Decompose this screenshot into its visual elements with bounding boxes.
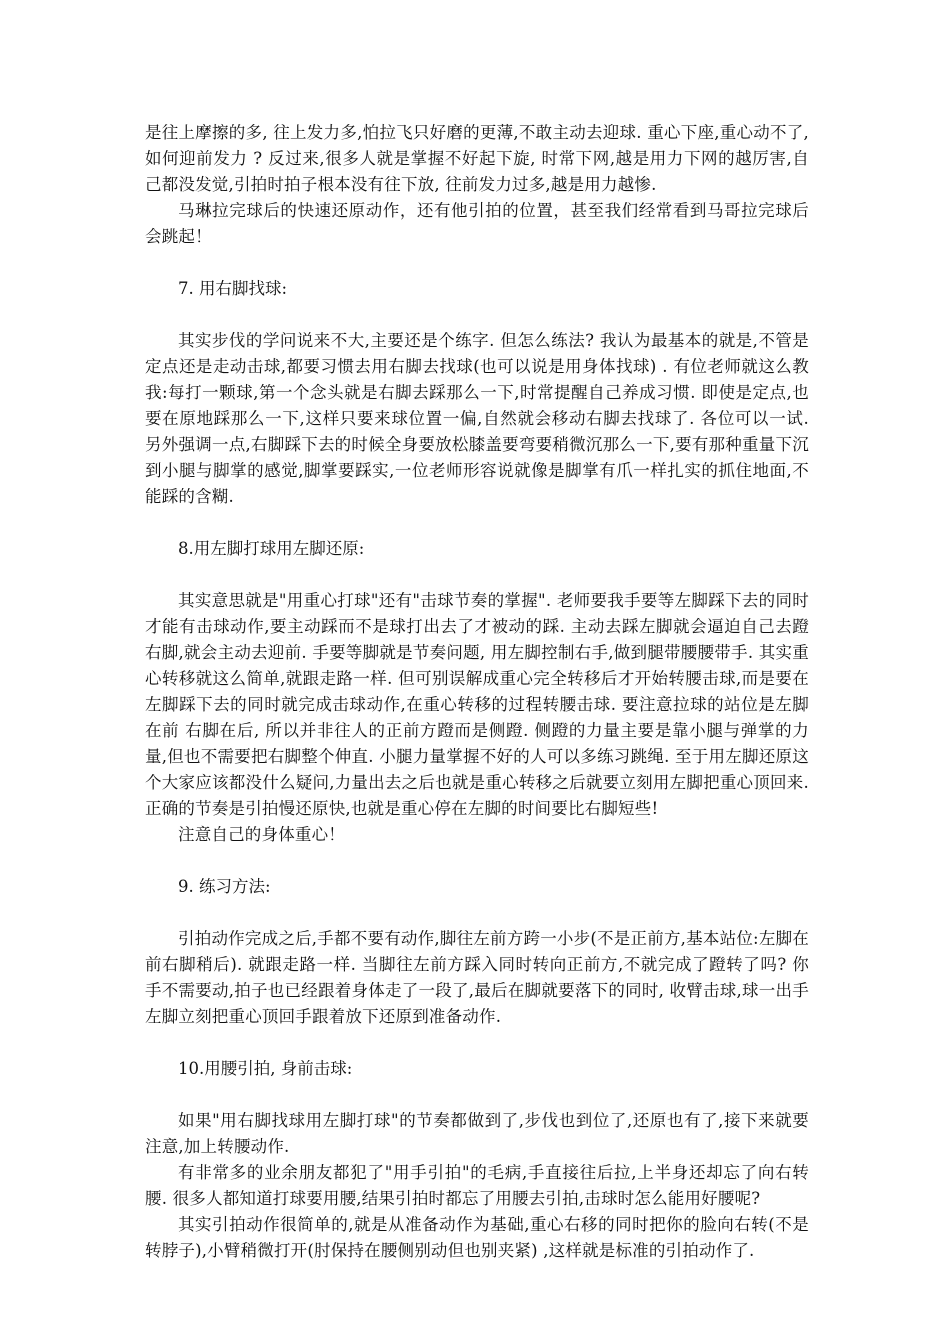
- section-heading: 9. 练习方法:: [178, 877, 271, 896]
- spacer: [145, 1082, 809, 1108]
- spacer: [145, 1030, 809, 1056]
- document-page: [145, 120, 809, 1264]
- spacer: [145, 302, 809, 328]
- paragraph: 引拍动作完成之后,手都不要有动作,脚往左前方跨一小步(不是正前方,基本站位:左脚在前右脚稍后). 就跟走路一样. 当脚往左前方踩入同时转向正前方,不就完成了蹬转了吗? 你手不需要动,拍子也已经跟着身体走了一段了,最后在脚就要落下的同时, 收臂击球,球一出手左脚立刻把重心顶回手跟着放下还原到准备动作.: [145, 929, 809, 1026]
- section-heading: 7. 用右脚找球:: [178, 279, 288, 298]
- spacer: [145, 250, 809, 276]
- paragraph: 其实意思就是"用重心打球"还有"击球节奏的掌握". 老师要我手要等左脚踩下去的同时才能有击球动作,要主动踩而不是球打出去了才被动的踩. 主动去踩左脚就会逼迫自己去蹬右脚,就会主动去迎前. 手要等脚就是节奏问题, 用左脚控制右手,做到腿带腰腰带手. 其实重心转移就这么简单,就跟走路一样. 但可别误解成重心完全转移后才开始转腰击球,而是要在左脚踩下去的同时就完成击球动作,在重心转移的过程转腰击球. 要注意拉球的站位是左脚在前 右脚在后, 所以并非往人的正前方蹬而是侧蹬. 侧蹬的力量主要是靠小腿与弹掌的力量,但也不需要把右脚整个伸直. 小腿力量掌握不好的人可以多练习跳绳. 至于用左脚还原这个大家应该都没什么疑问,力量出去之后也就是重心转移之后就要立刻用左脚把重心顶回来. 正确的节奏是引拍慢还原快,也就是重心停在左脚的时间要比右脚短些!: [145, 591, 809, 818]
- paragraph: 马琳拉完球后的快速还原动作，还有他引拍的位置，甚至我们经常看到马哥拉完球后会跳起！: [145, 201, 809, 246]
- paragraph: 有非常多的业余朋友都犯了"用手引拍"的毛病,手直接往后拉,上半身还却忘了向右转腰. 很多人都知道打球要用腰,结果引拍时都忘了用腰去引拍,击球时怎么能用好腰呢?: [145, 1163, 809, 1208]
- spacer: [145, 562, 809, 588]
- paragraph: 其实步伐的学问说来不大,主要还是个练字. 但怎么练法? 我认为最基本的就是,不管是定点还是走动击球,都要习惯去用右脚去找球(也可以说是用身体找球) . 有位老师就这么教我:每打一颗球,第一个念头就是右脚去踩那么一下,时常提醒自己养成习惯. 即使是定点,也要在原地踩那么一下,这样只要来球位置一偏,自然就会移动右脚去找球了. 各位可以一试. 另外强调一点,右脚踩下去的时候全身要放松膝盖要弯要稍微沉那么一下,要有那种重量下沉到小腿与脚掌的感觉,脚掌要踩实,一位老师形容说就像是脚掌有爪一样扎实的抓住地面,不能踩的含糊.: [145, 331, 809, 506]
- paragraph: 注意自己的身体重心！: [178, 825, 345, 844]
- paragraph: 如果"用右脚找球用左脚打球"的节奏都做到了,步伐也到位了,还原也有了,接下来就要注意,加上转腰动作.: [145, 1111, 809, 1156]
- paragraph: 是往上摩擦的多, 往上发力多,怕拉飞只好磨的更薄,不敢主动去迎球. 重心下座,重心动不了,如何迎前发力 ? 反过来,很多人就是掌握不好起下旋, 时常下网,越是用力下网的越厉害,自己都没发觉,引拍时拍子根本没有往下放, 往前发力过多,越是用力越惨.: [145, 123, 809, 194]
- section-heading: 8.用左脚打球用左脚还原:: [178, 539, 365, 558]
- paragraph: 其实引拍动作很简单的,就是从准备动作为基础,重心右移的同时把你的脸向右转(不是转脖子),小臂稍微打开(肘保持在腰侧别动但也别夹紧) ,这样就是标准的引拍动作了.: [145, 1215, 809, 1260]
- spacer: [145, 510, 809, 536]
- section-heading: 10.用腰引拍, 身前击球:: [178, 1059, 353, 1078]
- spacer: [145, 848, 809, 874]
- spacer: [145, 900, 809, 926]
